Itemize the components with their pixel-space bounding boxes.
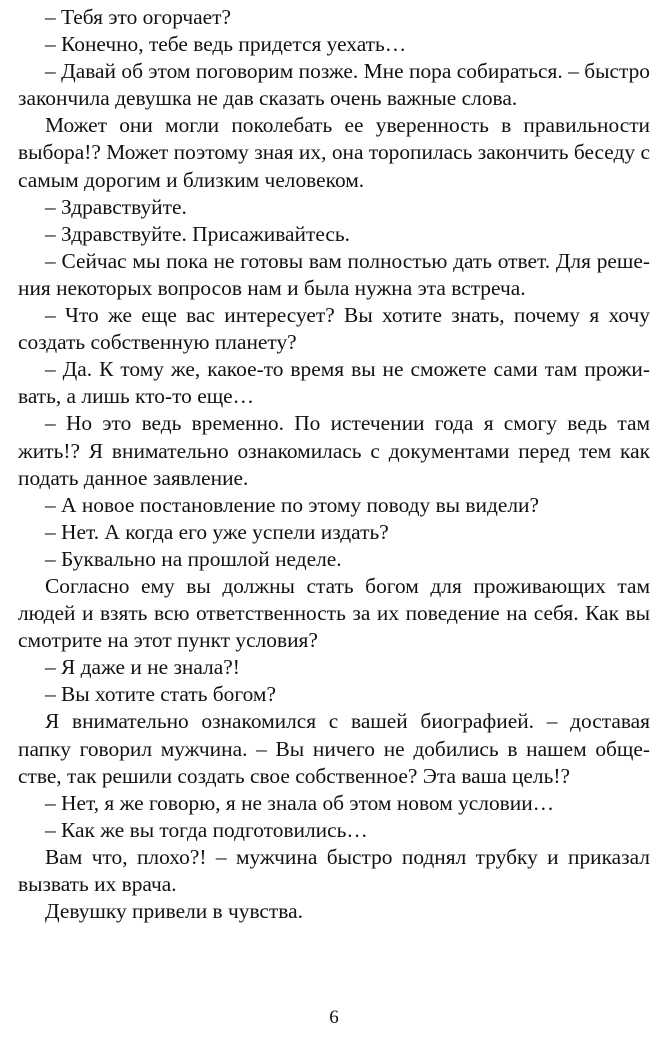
paragraph-17: Я внимательно ознакомился с вашей биографией. – доставая папку говорил мужчина. – Вы ничего не добились в нашем обществе, так решили создать свое собственное? Эта ваша цель!? — [18, 709, 650, 788]
paragraph-14: Согласно ему вы должны стать богом для проживающих там людей и взять всю ответственность за их поведение на себя. Как вы смотрите на этот пункт условия? — [18, 573, 650, 653]
paragraph-13: – Буквально на прошлой неделе. — [45, 546, 342, 571]
paragraph-9: – Да. К тому же, какое-то время вы не сможете сами там проживать, а лишь кто-то еще… — [18, 357, 650, 409]
page-body — [18, 4, 650, 925]
paragraph-10: – Но это ведь временно. По истечении года я смогу ведь там жить!? Я внимательно ознакомилась с документами перед тем как подать данное заявление. — [18, 411, 650, 490]
paragraph-19: – Как же вы тогда подготовились… — [45, 817, 368, 842]
paragraph-16: – Вы хотите стать богом? — [45, 682, 276, 707]
paragraph-20: Вам что, плохо?! – мужчина быстро поднял трубку и приказал вызвать их врача. — [18, 844, 650, 896]
page-number: 6 — [329, 1007, 339, 1028]
paragraph-8: – Что же еще вас интересует? Вы хотите знать, почему я хочу создать собственную планету? — [18, 303, 650, 355]
paragraph-5: – Здравствуйте. — [45, 194, 187, 219]
paragraph-12: – Нет. А когда его уже успели издать? — [45, 519, 389, 544]
paragraph-7: – Сейчас мы пока не готовы вам полностью дать ответ. Для решения некоторых вопросов нам и была нужна эта встреча. — [18, 248, 650, 300]
paragraph-6: – Здравствуйте. Присаживайтесь. — [45, 221, 350, 246]
paragraph-4: Может они могли поколебать ее уверенность в правильности выбора!? Может поэтому зная их, она торопилась закончить беседу с самым дорогим и близким человеком. — [18, 113, 650, 192]
paragraph-3: – Давай об этом поговорим позже. Мне пора собираться. – быстро закончила девушка не дав сказать очень важные слова. — [18, 59, 650, 111]
paragraph-1: – Тебя это огорчает? — [45, 5, 231, 29]
paragraph-21: Девушку привели в чувства. — [45, 899, 303, 924]
paragraph-2: – Конечно, тебе ведь придется уехать… — [45, 32, 407, 57]
paragraph-18: – Нет, я же говорю, я не знала об этом новом условии… — [45, 790, 555, 815]
paragraph-15: – Я даже и не знала?! — [45, 655, 240, 680]
paragraph-11: – А новое постановление по этому поводу вы видели? — [45, 492, 539, 517]
